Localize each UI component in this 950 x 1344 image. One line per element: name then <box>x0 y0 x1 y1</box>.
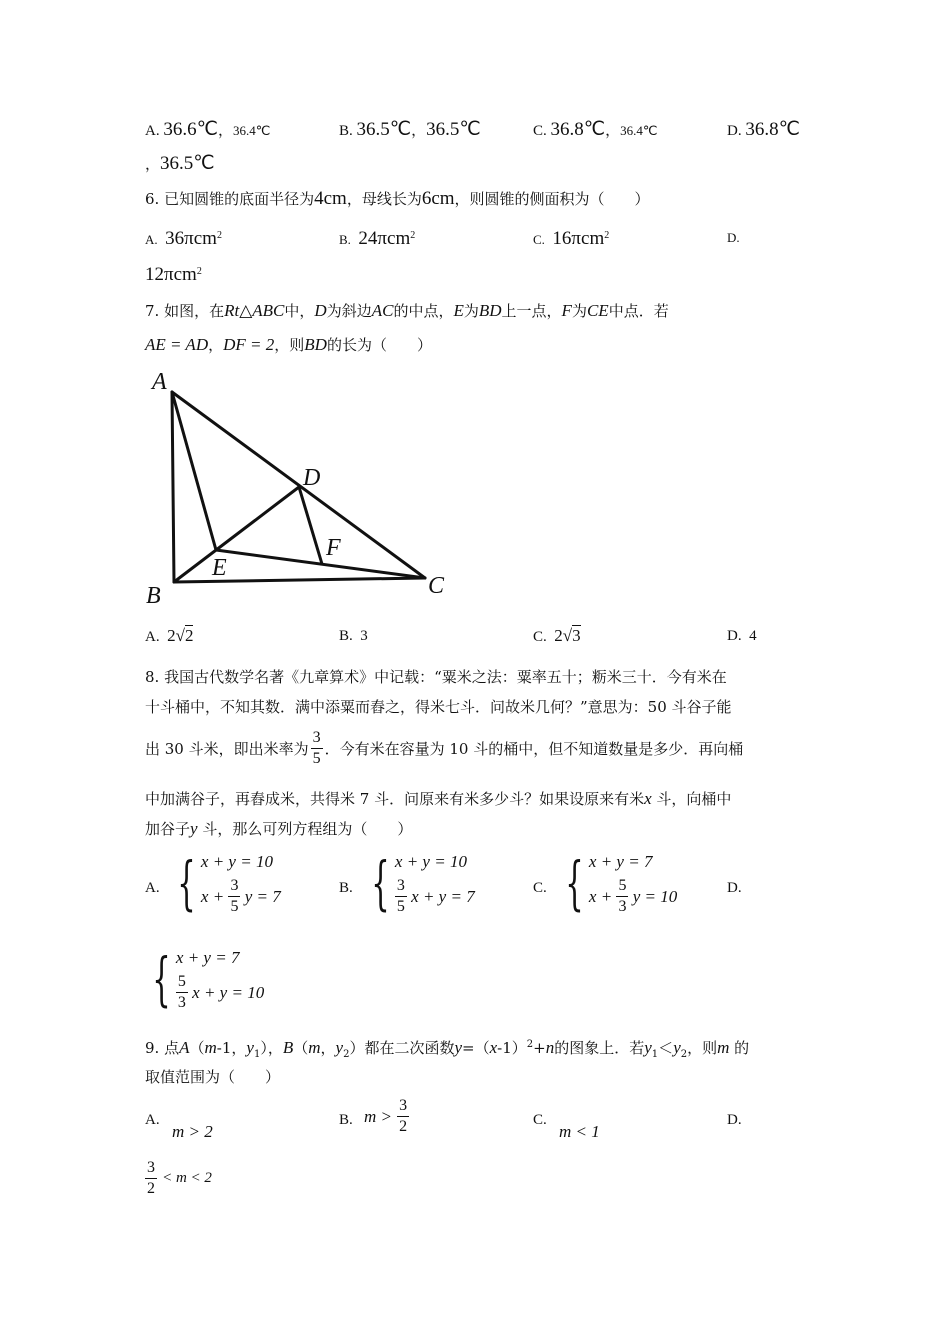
label-c: C <box>428 573 445 599</box>
q7-option-b[interactable]: B. 3 <box>339 628 368 644</box>
q7-triangle-figure <box>140 365 460 610</box>
q5-option-a[interactable]: A. 36.6℃，36.4℃ <box>145 119 271 140</box>
q7-option-c[interactable]: C. 2√3 <box>533 626 581 645</box>
q9-stem-line2: 取值范围为（ ） <box>145 1068 281 1086</box>
q8-line4: 中加满谷子，再舂成米，共得米 7 斗．问原来有米多少斗？如果设原来有米x 斗，向桶中 <box>145 789 732 808</box>
q7-stem-line1: 7. 如图，在Rt△ABC中，D为斜边AC的中点，E为BD上一点，F为CE中点．若 <box>145 301 669 320</box>
q9-stem-line1: 9. 点A（m-1，$y_1$），B（m，$y_2$）都在二次函数$y=(x-1)^2+n$的图象上．若$y_1<y_2$，则m 的 <box>145 1038 750 1060</box>
label-d: D <box>303 465 321 491</box>
q5-option-d[interactable]: D. 36.8℃ <box>727 119 800 140</box>
segment-ab <box>172 392 174 582</box>
q6-option-d-value: 12πcm$^2$ <box>145 264 202 285</box>
q9-option-d-value: $\frac{3}{2}$ < m < 2 <box>147 1159 212 1197</box>
label-a: A <box>152 369 167 395</box>
segment-ac <box>172 392 425 578</box>
q7-option-a[interactable]: A. 2√2 <box>145 626 194 645</box>
q9-option-c-label[interactable]: C. <box>533 1112 547 1128</box>
q8-option-c-system: { x + y = 7 x + $\frac{5}{3}$ y = 10 <box>565 849 678 917</box>
q9-option-a-value: m > 2 <box>172 1122 213 1141</box>
q5-option-b[interactable]: B. 36.5℃，36.5℃ <box>339 119 481 140</box>
q8-option-b-system: { x + y = 10 $\frac{3}{5}$ x + y = 7 <box>371 849 475 917</box>
label-e: E <box>212 555 227 581</box>
q9-option-b-label[interactable]: B. <box>339 1112 353 1128</box>
fraction: $\frac{3}{5}$ <box>312 729 321 767</box>
q8-option-d-system: { x + y = 7 $\frac{5}{3}$ x + y = 10 <box>152 945 265 1013</box>
q8-option-a-label[interactable]: A. <box>145 880 160 896</box>
q5-option-c[interactable]: C. 36.8℃，36.4℃ <box>533 119 658 140</box>
segment-bd <box>174 487 299 582</box>
q7-option-d[interactable]: D. 4 <box>727 628 757 644</box>
q9-option-b-value: m > $\frac{3}{2}$ <box>364 1097 408 1135</box>
q9-option-c-value: m < 1 <box>559 1122 600 1141</box>
label-b: B <box>146 583 161 609</box>
q8-line2: 十斗桶中，不知其数．满中添粟而舂之，得米七斗．问故米几何？”意思为：50 斗谷子能 <box>145 698 732 716</box>
q6-option-a[interactable]: A. 36πcm$^2$ <box>145 228 222 249</box>
q8-option-c-label[interactable]: C. <box>533 880 547 896</box>
q6-option-d[interactable]: D. <box>727 230 740 245</box>
q7-stem-line2: AE = AD，DF = 2，则BD的长为（ ） <box>145 335 432 354</box>
q8-option-d-label[interactable]: D. <box>727 880 742 896</box>
q9-option-a-label[interactable]: A. <box>145 1112 160 1128</box>
label-f: F <box>326 535 341 561</box>
q5-option-d-cont: ，36.5℃ <box>145 153 215 174</box>
q8-option-b-label[interactable]: B. <box>339 880 353 896</box>
q8-line5: 加谷子y 斗，那么可列方程组为（ ） <box>145 819 413 838</box>
q6-option-c[interactable]: C. 16πcm$^2$ <box>533 228 610 249</box>
q8-option-a-system: { x + y = 10 x + $\frac{3}{5}$ y = 7 <box>177 849 281 917</box>
q8-line3: 出 30 斗米，即出米率为 $\frac{3}{5}$ ．今有米在容量为 10 斗的桶中，但不知道数量是多少．再向桶 <box>145 729 744 767</box>
q6-stem: 6. 已知圆锥的底面半径为4cm，母线长为6cm，则圆锥的侧面积为（ ） <box>145 188 650 209</box>
q8-line1: 8. 我国古代数学名著《九章算术》中记载：“粟米之法：粟率五十；粝米三十．今有米在 <box>145 668 727 686</box>
q6-option-b[interactable]: B. 24πcm$^2$ <box>339 228 416 249</box>
segment-ae <box>172 392 216 550</box>
q9-option-d-label[interactable]: D. <box>727 1112 742 1128</box>
